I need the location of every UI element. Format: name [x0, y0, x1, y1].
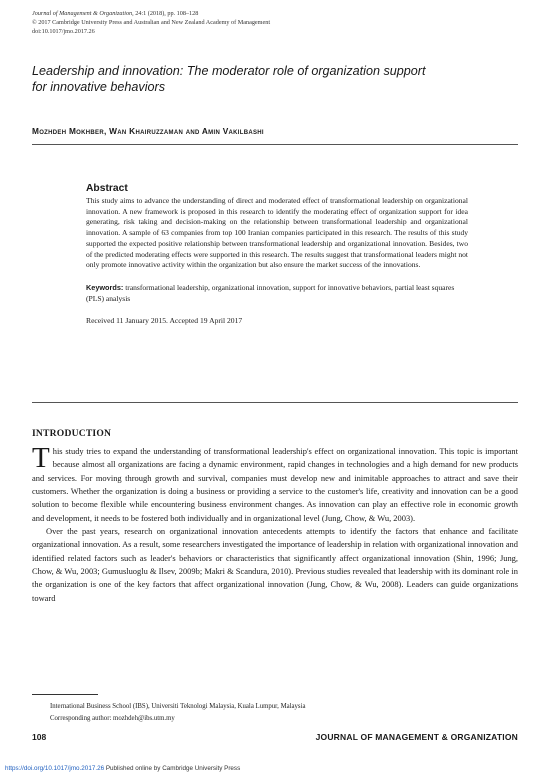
copyright-line: © 2017 Cambridge University Press and Australian and New Zealand Academy of Management: [32, 19, 271, 26]
page-number: 108: [32, 732, 47, 742]
doi-line: doi:10.1017/jmo.2017.26: [32, 28, 95, 35]
abstract-section: [86, 183, 468, 325]
title-line-2: for innovative behaviors: [32, 80, 166, 94]
keywords-text: transformational leadership, organizational innovation, support for innovative behaviors, partial least squares (PLS) analysis: [86, 282, 455, 303]
abstract-rule: [32, 402, 518, 403]
article-title: [32, 63, 492, 95]
doi-link[interactable]: https://doi.org/10.1017/jmo.2017.26: [5, 765, 105, 772]
drop-cap: T: [32, 442, 50, 474]
published-online: Published online by Cambridge University Press: [104, 765, 241, 772]
footer-journal-name: JOURNAL OF MANAGEMENT & ORGANIZATION: [315, 732, 518, 742]
authors: Mozhdeh Mokhber, Wan Khairuzzaman and Amin Vakilbashi: [32, 126, 264, 136]
page-footer: [32, 732, 518, 742]
introduction-heading: INTRODUCTION: [32, 428, 112, 439]
affiliation-footnote: International Business School (IBS), Universiti Teknologi Malaysia, Kuala Lumpur, Malaysia: [50, 703, 306, 710]
title-rule: [32, 144, 518, 145]
citation-line: [32, 9, 270, 18]
doi-bar: [5, 765, 240, 772]
keywords-label: Keywords:: [86, 282, 124, 292]
introduction-body: [32, 442, 518, 605]
abstract-heading: Abstract: [86, 183, 128, 194]
title-line-1: Leadership and innovation: The moderator role of organization support: [32, 64, 426, 78]
abstract-text: This study aims to advance the understanding of direct and moderated effect of transformational leadership on organizational innovation. A new framework is proposed in this research to identify the moderating effect of organization support for idea generating, risk taking and decision-making on the relationship between transformational leadership and organizational innovation. A sample of 63 companies from top 100 Iranian companies participated in this research. The results of this study supported the expected positive relationship between transformational leadership and organizational innovation. Besides, two of the predicted moderating effects were supported in this research. The results suggest that transformational leaders might not only promote innovative activity within the organization but also ensure the market success of the innovations.: [86, 196, 468, 270]
citation-details: , 24:1 (2018), pp. 108–128: [132, 10, 199, 17]
journal-header: [32, 9, 270, 36]
paragraph-1: [32, 442, 518, 525]
journal-name: Journal of Management & Organization: [32, 10, 133, 17]
corresponding-author: Corresponding author: mozhdeh@ibs.utm.my: [50, 715, 175, 722]
paragraph-1-text: his study tries to expand the understanding of transformational leadership's effect on organizational innovation. This topic is important because almost all organizations are facing a dynamic environment, rapid changes in technologies and a high demand for new products and services. For moving through growth and survival, companies must develop new and inimitable approaches to attract and save their customers. Whether the organization is doing a business or providing a service to the customer's life, creativity and innovation can be a good solution to become flexible while encountering business environment changes. As innovation can play an effective role in economic growth and development, it needs to be fostered both individually and in organizational level (Jung, Chow, & Wu, 2003).: [32, 446, 518, 523]
footnote-rule: [32, 694, 98, 695]
received-date: Received 11 January 2015. Accepted 19 April 2017: [86, 316, 243, 326]
keywords: [86, 283, 468, 304]
paragraph-2: Over the past years, research on organizational innovation antecedents attempts to identify the factors that enhance and facilitate organizational innovation. As a result, some researchers investigated the importance of leadership in relation with organizational innovation and identified related factors such as leader's behaviors or characteristics that significantly affect organizational innovation (Shin, 1996; Jung, Chow, & Wu, 2003; Gumusluoglu & Ilsev, 2009b; Makri & Scandura, 2010). Previous studies revealed that leadership with its dominant role in the organization is one of the key factors that affect organizational innovation (Jung, Chow, & Wu, 2008). Leaders can guide organizations toward: [32, 526, 518, 603]
